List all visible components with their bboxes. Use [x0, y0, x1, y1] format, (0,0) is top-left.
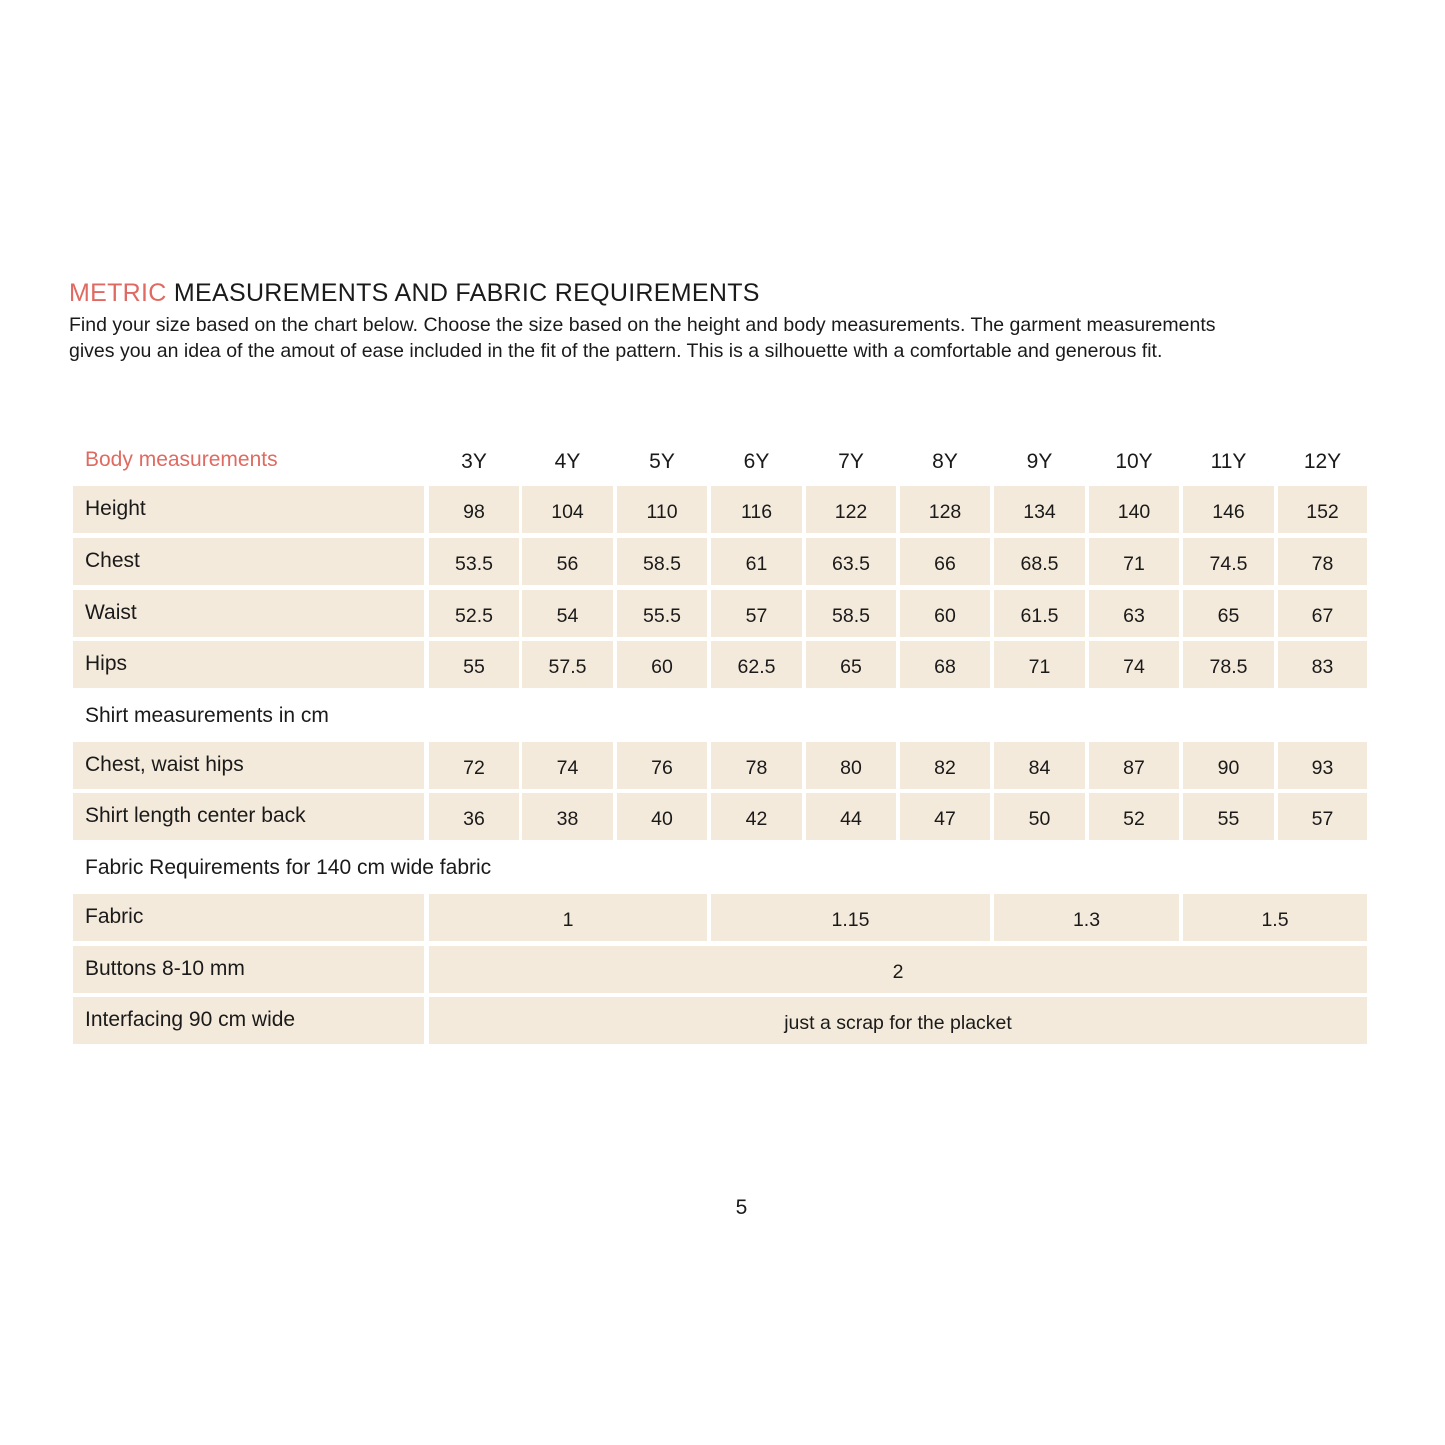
size-header-7y: 7Y — [838, 450, 864, 473]
row-label: Chest, waist hips — [73, 742, 424, 789]
size-header-8y: 8Y — [932, 450, 958, 473]
fabric-value-cell: 1 — [429, 894, 707, 941]
fabric-value-cell: 1.5 — [1183, 894, 1367, 941]
value-cell: 60 — [617, 641, 707, 688]
value-cell: 57 — [711, 590, 802, 637]
value-cell: 116 — [711, 486, 802, 533]
row-label: Chest — [73, 538, 424, 585]
value-cell: 63 — [1089, 590, 1179, 637]
value-cell: 57.5 — [522, 641, 613, 688]
value-cell: 36 — [429, 793, 519, 840]
buttons-label: Buttons 8-10 mm — [73, 946, 424, 993]
value-cell: 55.5 — [617, 590, 707, 637]
value-cell: 93 — [1278, 742, 1367, 789]
value-cell: 76 — [617, 742, 707, 789]
size-header-4y: 4Y — [554, 450, 581, 473]
value-cell: 90 — [1183, 742, 1274, 789]
row-label: Shirt length center back — [73, 793, 424, 840]
value-cell: 56 — [522, 538, 613, 585]
value-cell: 72 — [429, 742, 519, 789]
row-label: Waist — [73, 590, 424, 637]
value-cell: 152 — [1278, 486, 1367, 533]
size-header-5y: 5Y — [649, 450, 675, 473]
value-cell: 58.5 — [617, 538, 707, 585]
fabric-label: Fabric — [73, 894, 424, 941]
value-cell: 52.5 — [429, 590, 519, 637]
value-cell: 74 — [1089, 641, 1179, 688]
value-cell: 44 — [806, 793, 896, 840]
value-cell: 65 — [806, 641, 896, 688]
fabric-requirements-title: Fabric Requirements for 140 cm wide fabric — [85, 856, 492, 879]
value-cell: 78.5 — [1183, 641, 1274, 688]
page-title — [69, 279, 760, 308]
value-cell: 78 — [711, 742, 802, 789]
value-cell: 98 — [429, 486, 519, 533]
value-cell: 68 — [900, 641, 990, 688]
row-label: Height — [73, 486, 424, 533]
shirt-measurements-title: Shirt measurements in cm — [85, 704, 329, 727]
value-cell: 134 — [994, 486, 1085, 533]
row-label: Hips — [73, 641, 424, 688]
value-cell: 128 — [900, 486, 990, 533]
intro-text — [69, 312, 1389, 364]
buttons-value-cell: 2 — [429, 946, 1367, 993]
value-cell: 58.5 — [806, 590, 896, 637]
size-header-11y: 11Y — [1210, 450, 1247, 473]
value-cell: 38 — [522, 793, 613, 840]
value-cell: 52 — [1089, 793, 1179, 840]
size-header-10y: 10Y — [1115, 450, 1153, 473]
value-cell: 80 — [806, 742, 896, 789]
value-cell: 42 — [711, 793, 802, 840]
size-header-6y: 6Y — [743, 450, 770, 473]
value-cell: 146 — [1183, 486, 1274, 533]
size-header-9y: 9Y — [1026, 450, 1053, 473]
value-cell: 54 — [522, 590, 613, 637]
value-cell: 40 — [617, 793, 707, 840]
size-header-3y: 3Y — [461, 450, 487, 473]
value-cell: 62.5 — [711, 641, 802, 688]
value-cell: 67 — [1278, 590, 1367, 637]
value-cell: 47 — [900, 793, 990, 840]
value-cell: 110 — [617, 486, 707, 533]
value-cell: 104 — [522, 486, 613, 533]
value-cell: 60 — [900, 590, 990, 637]
size-header-12y: 12Y — [1303, 450, 1342, 473]
value-cell: 55 — [429, 641, 519, 688]
value-cell: 65 — [1183, 590, 1274, 637]
value-cell: 78 — [1278, 538, 1367, 585]
value-cell: 63.5 — [806, 538, 896, 585]
title-accent: METRIC — [69, 279, 167, 307]
value-cell: 55 — [1183, 793, 1274, 840]
value-cell: 84 — [994, 742, 1085, 789]
value-cell: 50 — [994, 793, 1085, 840]
title-rest: MEASUREMENTS AND FABRIC REQUIREMENTS — [173, 279, 760, 307]
value-cell: 122 — [806, 486, 896, 533]
value-cell: 71 — [1089, 538, 1179, 585]
value-cell: 66 — [900, 538, 990, 585]
value-cell: 74 — [522, 742, 613, 789]
intro-line-1: Find your size based on the chart below. Choose the size based on the height and body measurements. The garment measurements — [69, 314, 1216, 336]
value-cell: 61 — [711, 538, 802, 585]
fabric-value-cell: 1.3 — [994, 894, 1179, 941]
value-cell: 87 — [1089, 742, 1179, 789]
intro-line-2: gives you an idea of the amout of ease included in the fit of the pattern. This is a silhouette with a comfortable and generous fit. — [69, 340, 1163, 362]
page-number: 5 — [735, 1196, 748, 1219]
value-cell: 53.5 — [429, 538, 519, 585]
body-measurements-title: Body measurements — [85, 448, 278, 471]
fabric-value-cell: 1.15 — [711, 894, 990, 941]
interfacing-value-cell: just a scrap for the placket — [429, 997, 1367, 1044]
value-cell: 61.5 — [994, 590, 1085, 637]
value-cell: 71 — [994, 641, 1085, 688]
value-cell: 82 — [900, 742, 990, 789]
value-cell: 57 — [1278, 793, 1367, 840]
value-cell: 140 — [1089, 486, 1179, 533]
interfacing-label: Interfacing 90 cm wide — [73, 997, 424, 1044]
value-cell: 83 — [1278, 641, 1367, 688]
value-cell: 68.5 — [994, 538, 1085, 585]
value-cell: 74.5 — [1183, 538, 1274, 585]
